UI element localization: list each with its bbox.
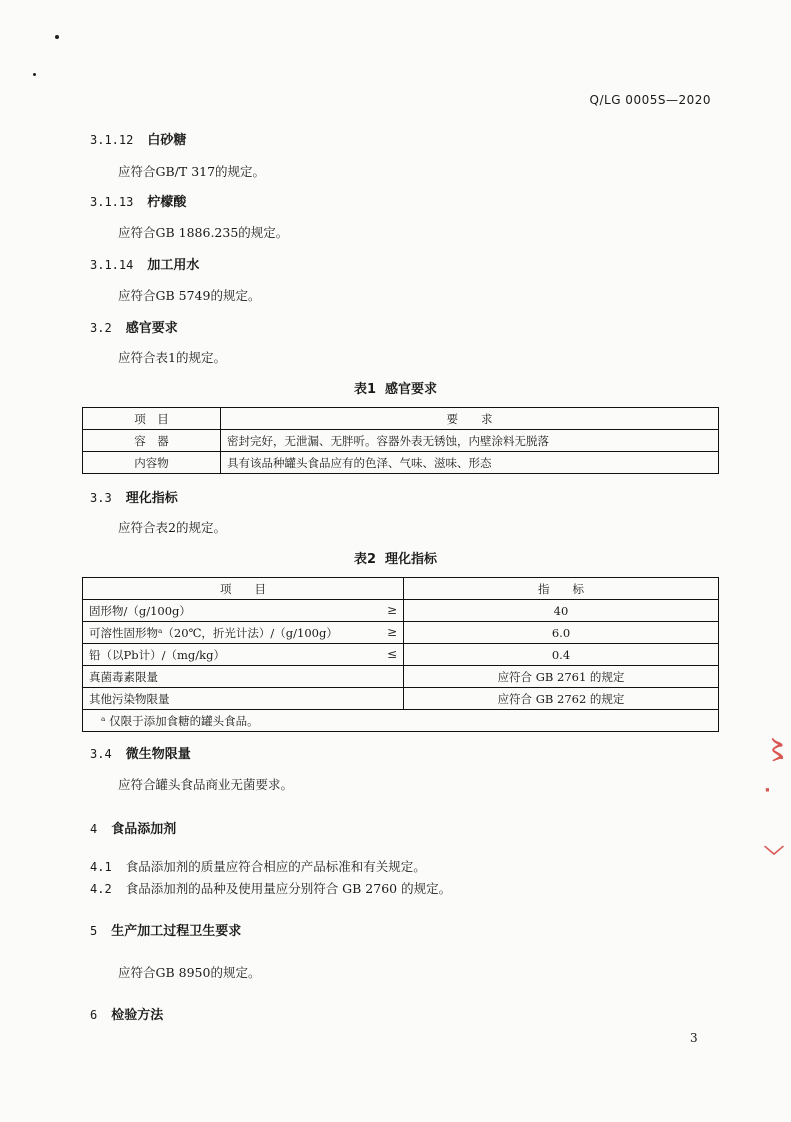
table-cell: 内容物 <box>83 452 221 474</box>
heading-3-1-12: 3.1.12 白砂糖 <box>90 133 187 148</box>
table-header-row <box>83 408 719 430</box>
heading-3-3: 3.3 理化指标 <box>90 491 178 506</box>
table-cell: 0.4 <box>404 644 719 666</box>
heading-3-2: 3.2 感官要求 <box>90 321 178 336</box>
table-cell: 可溶性固形物ᵃ（20℃，折光计法）/（g/100g） ≥ <box>83 622 404 644</box>
physicochemical-table <box>82 577 719 732</box>
table-footnote-row <box>83 710 719 732</box>
table-header-cell: 指 标 <box>404 578 719 600</box>
text-3-3: 应符合表2的规定。 <box>118 520 226 535</box>
text-3-1-14: 应符合GB 5749的规定。 <box>118 288 261 303</box>
table-row <box>83 600 719 622</box>
red-seal-fragment: ﹀ <box>764 844 784 868</box>
table-cell: 真菌毒素限量 <box>83 666 404 688</box>
table-row <box>83 644 719 666</box>
heading-3-4: 3.4 微生物限量 <box>90 747 191 762</box>
table-cell: 铅（以Pb计）/（mg/kg） ≤ <box>83 644 404 666</box>
heading-5: 5 生产加工过程卫生要求 <box>90 924 242 939</box>
text-4-2: 4.2 食品添加剂的品种及使用量应分别符合 GB 2760 的规定。 <box>90 881 452 896</box>
red-seal-fragment: 〻 <box>764 736 791 766</box>
scan-speck <box>33 73 36 76</box>
heading-6: 6 检验方法 <box>90 1008 164 1023</box>
table-footnote: ᵃ 仅限于添加食糖的罐头食品。 <box>83 710 719 732</box>
page-number: 3 <box>690 1031 698 1045</box>
text-3-1-12: 应符合GB/T 317的规定。 <box>118 164 266 179</box>
table2-caption: 表2 理化指标 <box>353 552 438 567</box>
table-row <box>83 452 719 474</box>
table-header-row <box>83 578 719 600</box>
table-header-cell: 项 目 <box>83 578 404 600</box>
scan-speck <box>55 35 59 39</box>
table-row <box>83 430 719 452</box>
text-4-1: 4.1 食品添加剂的质量应符合相应的产品标准和有关规定。 <box>90 859 426 874</box>
table-cell: 其他污染物限量 <box>83 688 404 710</box>
table-cell: 应符合 GB 2762 的规定 <box>404 688 719 710</box>
table-cell: 6.0 <box>404 622 719 644</box>
table-row <box>83 688 719 710</box>
document-code: Q/LG 0005S—2020 <box>589 93 711 107</box>
text-5: 应符合GB 8950的规定。 <box>118 965 261 980</box>
heading-4: 4 食品添加剂 <box>90 822 177 837</box>
table-header-cell: 项 目 <box>83 408 221 430</box>
text-3-1-13: 应符合GB 1886.235的规定。 <box>118 225 289 240</box>
table1-caption: 表1 感官要求 <box>353 382 438 397</box>
table-row <box>83 666 719 688</box>
table-header-cell: 要 求 <box>221 408 719 430</box>
red-seal-fragment: · <box>764 780 771 801</box>
table-cell: 密封完好，无泄漏、无胖听。容器外表无锈蚀，内壁涂料无脱落 <box>221 430 719 452</box>
table-row <box>83 622 719 644</box>
heading-3-1-14: 3.1.14 加工用水 <box>90 258 200 273</box>
text-3-4: 应符合罐头食品商业无菌要求。 <box>118 777 294 792</box>
table-cell: 应符合 GB 2761 的规定 <box>404 666 719 688</box>
table-cell: 40 <box>404 600 719 622</box>
table-cell: 固形物/（g/100g） ≥ <box>83 600 404 622</box>
heading-3-1-13: 3.1.13 柠檬酸 <box>90 195 187 210</box>
text-3-2: 应符合表1的规定。 <box>118 350 226 365</box>
table-cell: 容 器 <box>83 430 221 452</box>
sensory-table <box>82 407 719 474</box>
table-cell: 具有该品种罐头食品应有的色泽、气味、滋味、形态 <box>221 452 719 474</box>
